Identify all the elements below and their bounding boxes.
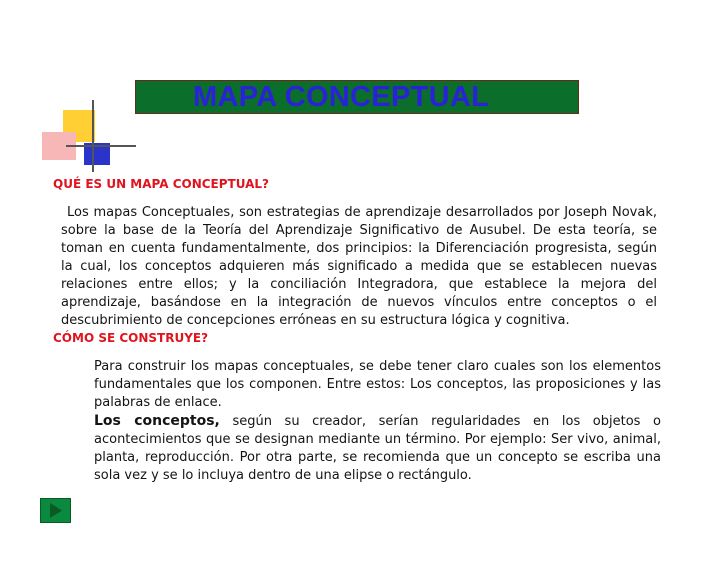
term-definition: según su creador, serían regularidades en los objetos o acontecimientos que se designan mediante un término. Por ejemplo: Ser vivo, animal, planta, reproducción. Por otra parte, se recomienda que un concepto se escriba una sola vez y se lo incluya dentro de una elipse o rectángulo. (94, 414, 661, 483)
slide-title: MAPA CONCEPTUAL (193, 81, 490, 113)
section-body-how-to-build (94, 358, 661, 485)
decorative-horizontal-line (66, 145, 136, 147)
section-paragraph-what-is: Los mapas Conceptuales, son estrategias de aprendizaje desarrollados por Joseph Novak, sobre la base de la Teoría del Aprendizaje Significativo de Ausubel. De esta teoría, se toman en cuenta fundamentalmente, dos principios: la Diferenciación progresista, según la cual, los conceptos adquieren más significado a medida que se establecen nuevas relaciones entre ellos; y la conciliación Integradora, que establece la mejora del aprendizaje, basándose en la integración de nuevos vínculos entre conceptos o el descubrimiento de concepciones erróneas en su estructura lógica y cognitiva. (61, 205, 657, 328)
section-heading-what-is: QUÉ ES UN MAPA CONCEPTUAL? (53, 177, 269, 191)
triangle-right-icon (41, 499, 70, 522)
decorative-vertical-line (92, 100, 94, 172)
next-slide-button[interactable] (40, 498, 71, 523)
section-paragraph-how-to-build: Para construir los mapas conceptuales, se debe tener claro cuales son los elementos fundamentales que los componen. Entre estos: Los conceptos, las proposiciones y las palabras de enlace. (94, 359, 661, 410)
term-concepts: Los conceptos, (94, 413, 220, 429)
section-heading-how-to-build: CÓMO SE CONSTRUYE? (53, 331, 209, 345)
